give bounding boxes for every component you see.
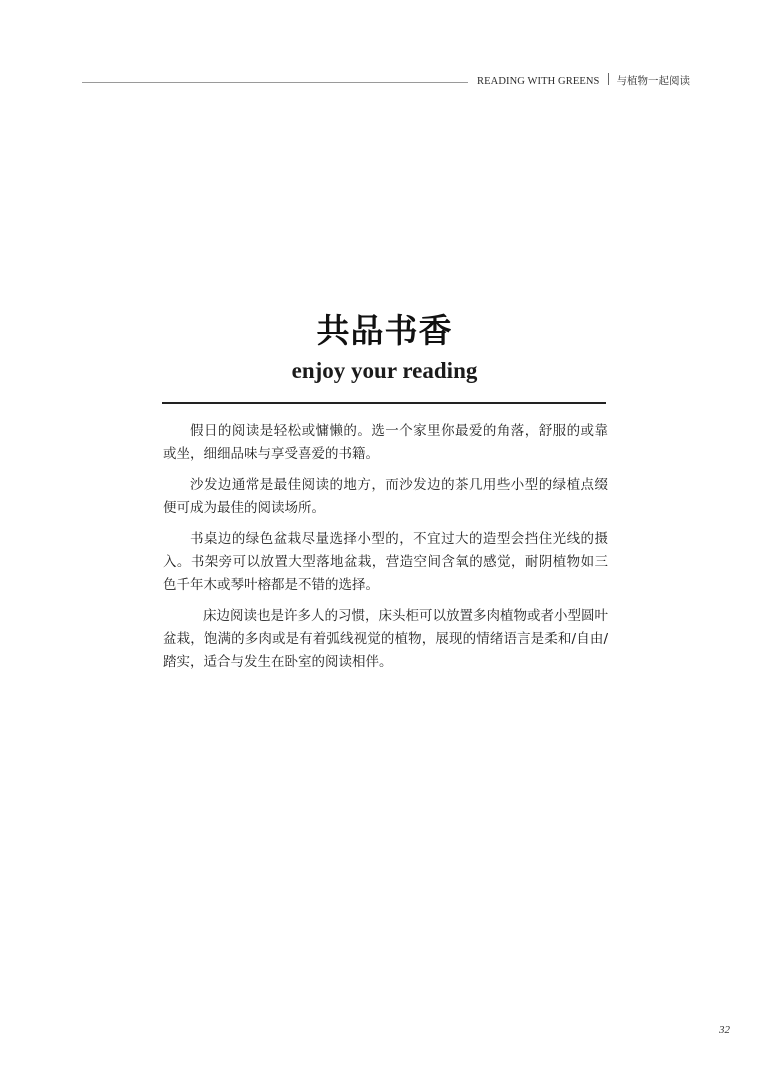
header-separator [608,73,609,85]
page-title-chinese: 共品书香 [316,311,453,350]
body-text [163,420,608,682]
page-title-english: enjoy your reading [291,358,478,383]
paragraph-3: 书桌边的绿色盆栽尽量选择小型的，不宜过大的造型会挡住光线的摄入。书架旁可以放置大型落地盆栽，营造空间含氧的感觉，耐阴植物如三色千年木或琴叶榕都是不错的选择。 [163,531,608,593]
paragraph-4: 床边阅读也是许多人的习惯，床头柜可以放置多肉植物或者小型圆叶盆栽，饱满的多肉或是有着弧线视觉的植物，展现的情绪语言是柔和/自由/踏实，适合与发生在卧室的阅读相伴。 [163,608,608,670]
paragraph-2: 沙发边通常是最佳阅读的地方，而沙发边的茶几用些小型的绿植点缀便可成为最佳的阅读场所。 [163,477,608,516]
header-english-title: READING WITH GREENS [477,76,600,87]
page-number: 32 [719,1024,730,1036]
title-divider [162,402,606,404]
header-text [477,72,690,91]
header-chinese-title: 与植物一起阅读 [616,75,690,87]
running-header [82,70,690,92]
header-rule [82,82,468,83]
paragraph-1: 假日的阅读是轻松或慵懒的。选一个家里你最爱的角落，舒服的或靠或坐，细细品味与享受喜爱的书籍。 [163,423,608,462]
